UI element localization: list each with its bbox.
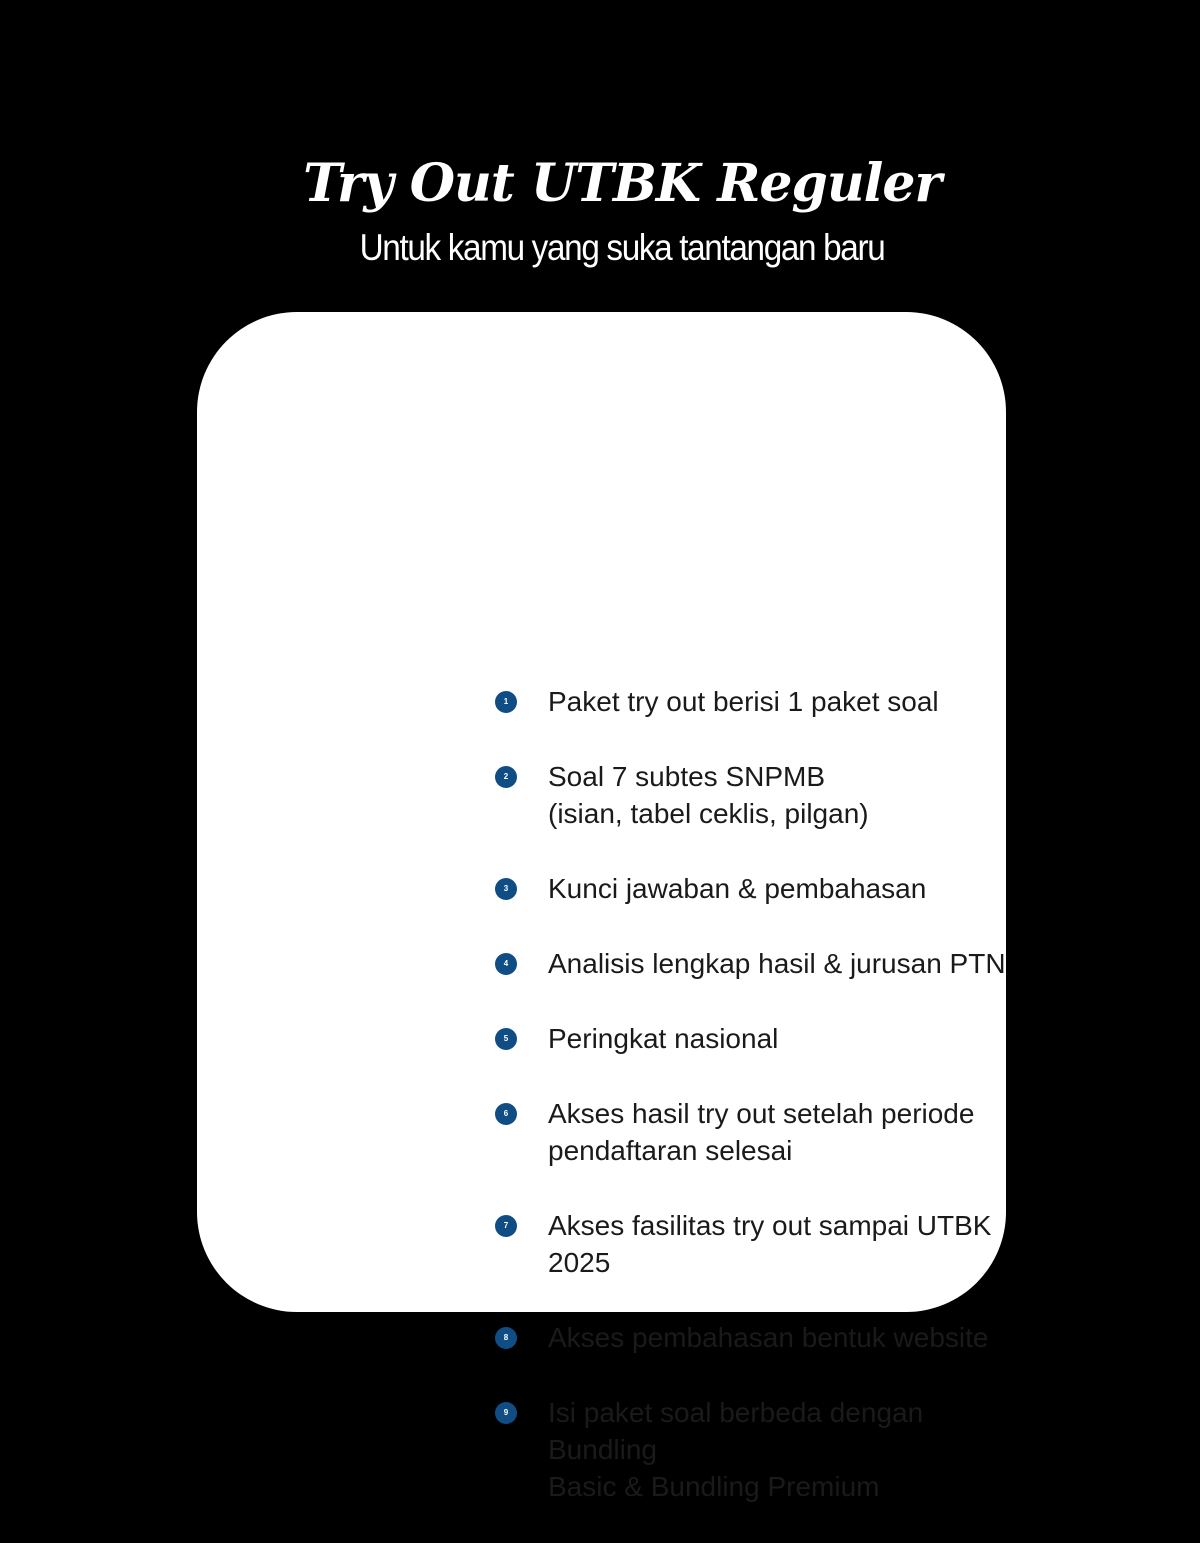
- number-bullet-icon: 5: [495, 1028, 517, 1050]
- feature-text: Akses pembahasan bentuk website: [548, 1322, 989, 1353]
- number-bullet-icon: 8: [495, 1327, 517, 1349]
- number-bullet-icon: 6: [495, 1103, 517, 1125]
- number-bullet-icon: 1: [495, 691, 517, 713]
- number-bullet-icon: 2: [495, 766, 517, 788]
- list-item: [197, 1319, 1006, 1356]
- list-item: [197, 870, 1006, 907]
- feature-list: [197, 683, 1006, 1543]
- feature-text: Akses fasilitas try out sampai UTBK 2025: [548, 1210, 992, 1278]
- features-card: [197, 312, 1006, 1502]
- feature-text: Peringkat nasional: [548, 1023, 779, 1054]
- feature-text: Paket try out berisi 1 paket soal: [548, 686, 939, 717]
- feature-text: Analisis lengkap hasil & jurusan PTN: [548, 948, 1006, 979]
- list-item: [197, 1020, 1006, 1057]
- list-item: [197, 758, 1006, 832]
- feature-text: Soal 7 subtes SNPMB (isian, tabel ceklis, pilgan): [548, 761, 869, 829]
- list-item: [197, 683, 1006, 720]
- list-item: [197, 1095, 1006, 1169]
- number-bullet-icon: 7: [495, 1215, 517, 1237]
- number-bullet-icon: 4: [495, 953, 517, 975]
- feature-text: Kunci jawaban & pembahasan: [548, 873, 927, 904]
- number-bullet-icon: 3: [495, 878, 517, 900]
- page-subtitle: Untuk kamu yang suka tantangan baru: [359, 227, 885, 268]
- feature-text: Isi paket soal berbeda dengan Bundling Basic & Bundling Premium: [548, 1397, 924, 1502]
- list-item: [197, 945, 1006, 982]
- feature-text: Akses hasil try out setelah periode pendaftaran selesai: [548, 1098, 975, 1166]
- page-title: Try Out UTBK Reguler: [303, 153, 941, 214]
- number-bullet-icon: 9: [495, 1402, 517, 1424]
- list-item: [197, 1207, 1006, 1281]
- list-item: [197, 1394, 1006, 1505]
